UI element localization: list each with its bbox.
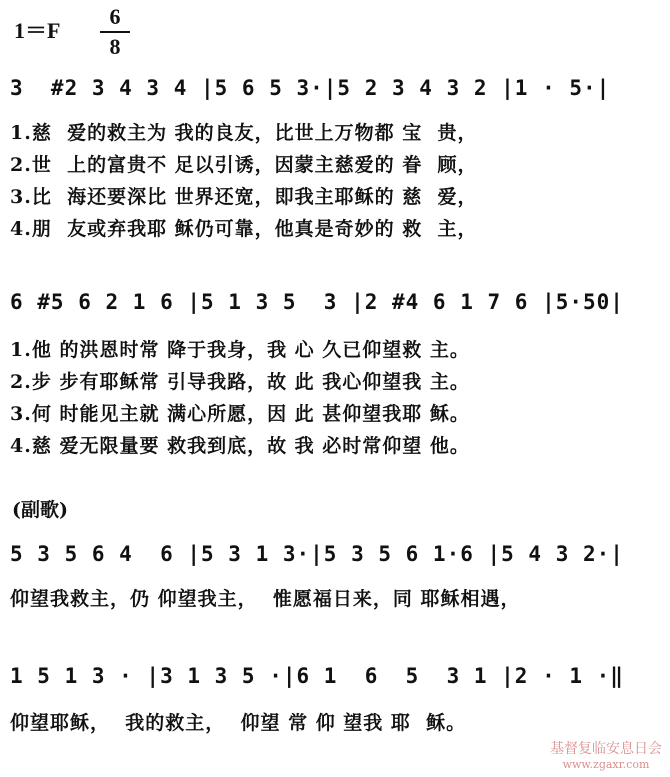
section1-verse2: 2.世 上的富贵不 足以引诱，因蒙主慈爱的 眷 顾， (10, 154, 478, 176)
time-signature (98, 4, 132, 60)
section2-verse2: 2.步 步有耶稣常 引导我路，故 此 我心仰望我 主。 (10, 371, 470, 393)
site-watermark (550, 738, 662, 771)
chorus-line1-music: 5 3 5 6 4 6 |5 3 1 3·|5 3 5 6 1·6 |5 4 3 2·| (10, 542, 624, 566)
section1-verse1: 1.慈 爱的救主为 我的良友，比世上万物都 宝 贵， (10, 122, 478, 144)
chorus-line1-lyrics: 仰望我救主，仍 仰望我主， 惟愿福日来，同 耶稣相遇， (10, 588, 521, 610)
watermark-url: www.zgaxr.com (562, 758, 650, 771)
chorus-label: (副歌) (12, 499, 68, 521)
key-signature: 1＝F (14, 18, 61, 43)
section2-verse1: 1.他 的洪恩时常 降于我身，我 心 久已仰望救 主。 (10, 339, 470, 361)
watermark-title: 基督复临安息日会 (550, 741, 662, 757)
section2-music: 6 #5 6 2 1 6 |5 1 3 5 3 |2 #4 6 1 7 6 |5·50| (10, 290, 624, 314)
fraction-bar (100, 31, 130, 33)
section2-verse3: 3.何 时能见主就 满心所愿，因 此 甚仰望我耶 稣。 (10, 403, 470, 425)
chorus-line2-music: 1 5 1 3 · |3 1 3 5 ·|6 1 6 5 3 1 |2 · 1 ·‖ (10, 664, 624, 688)
section1-music: 3 #2 3 4 3 4 |5 6 5 3·|5 2 3 4 3 2 |1 · 5·| (10, 76, 611, 100)
section1-verse4: 4.朋 友或弃我耶 稣仍可靠，他真是奇妙的 救 主， (10, 218, 478, 240)
chorus-line2-lyrics: 仰望耶稣， 我的救主， 仰望 常 仰 望我 耶 稣。 (10, 712, 467, 734)
time-denominator: 8 (109, 34, 121, 59)
section1-verse3: 3.比 海还要深比 世界还宽，即我主耶稣的 慈 爱， (10, 186, 478, 208)
time-numerator: 6 (109, 4, 121, 29)
section2-verse4: 4.慈 爱无限量要 救我到底，故 我 必时常仰望 他。 (10, 435, 470, 457)
